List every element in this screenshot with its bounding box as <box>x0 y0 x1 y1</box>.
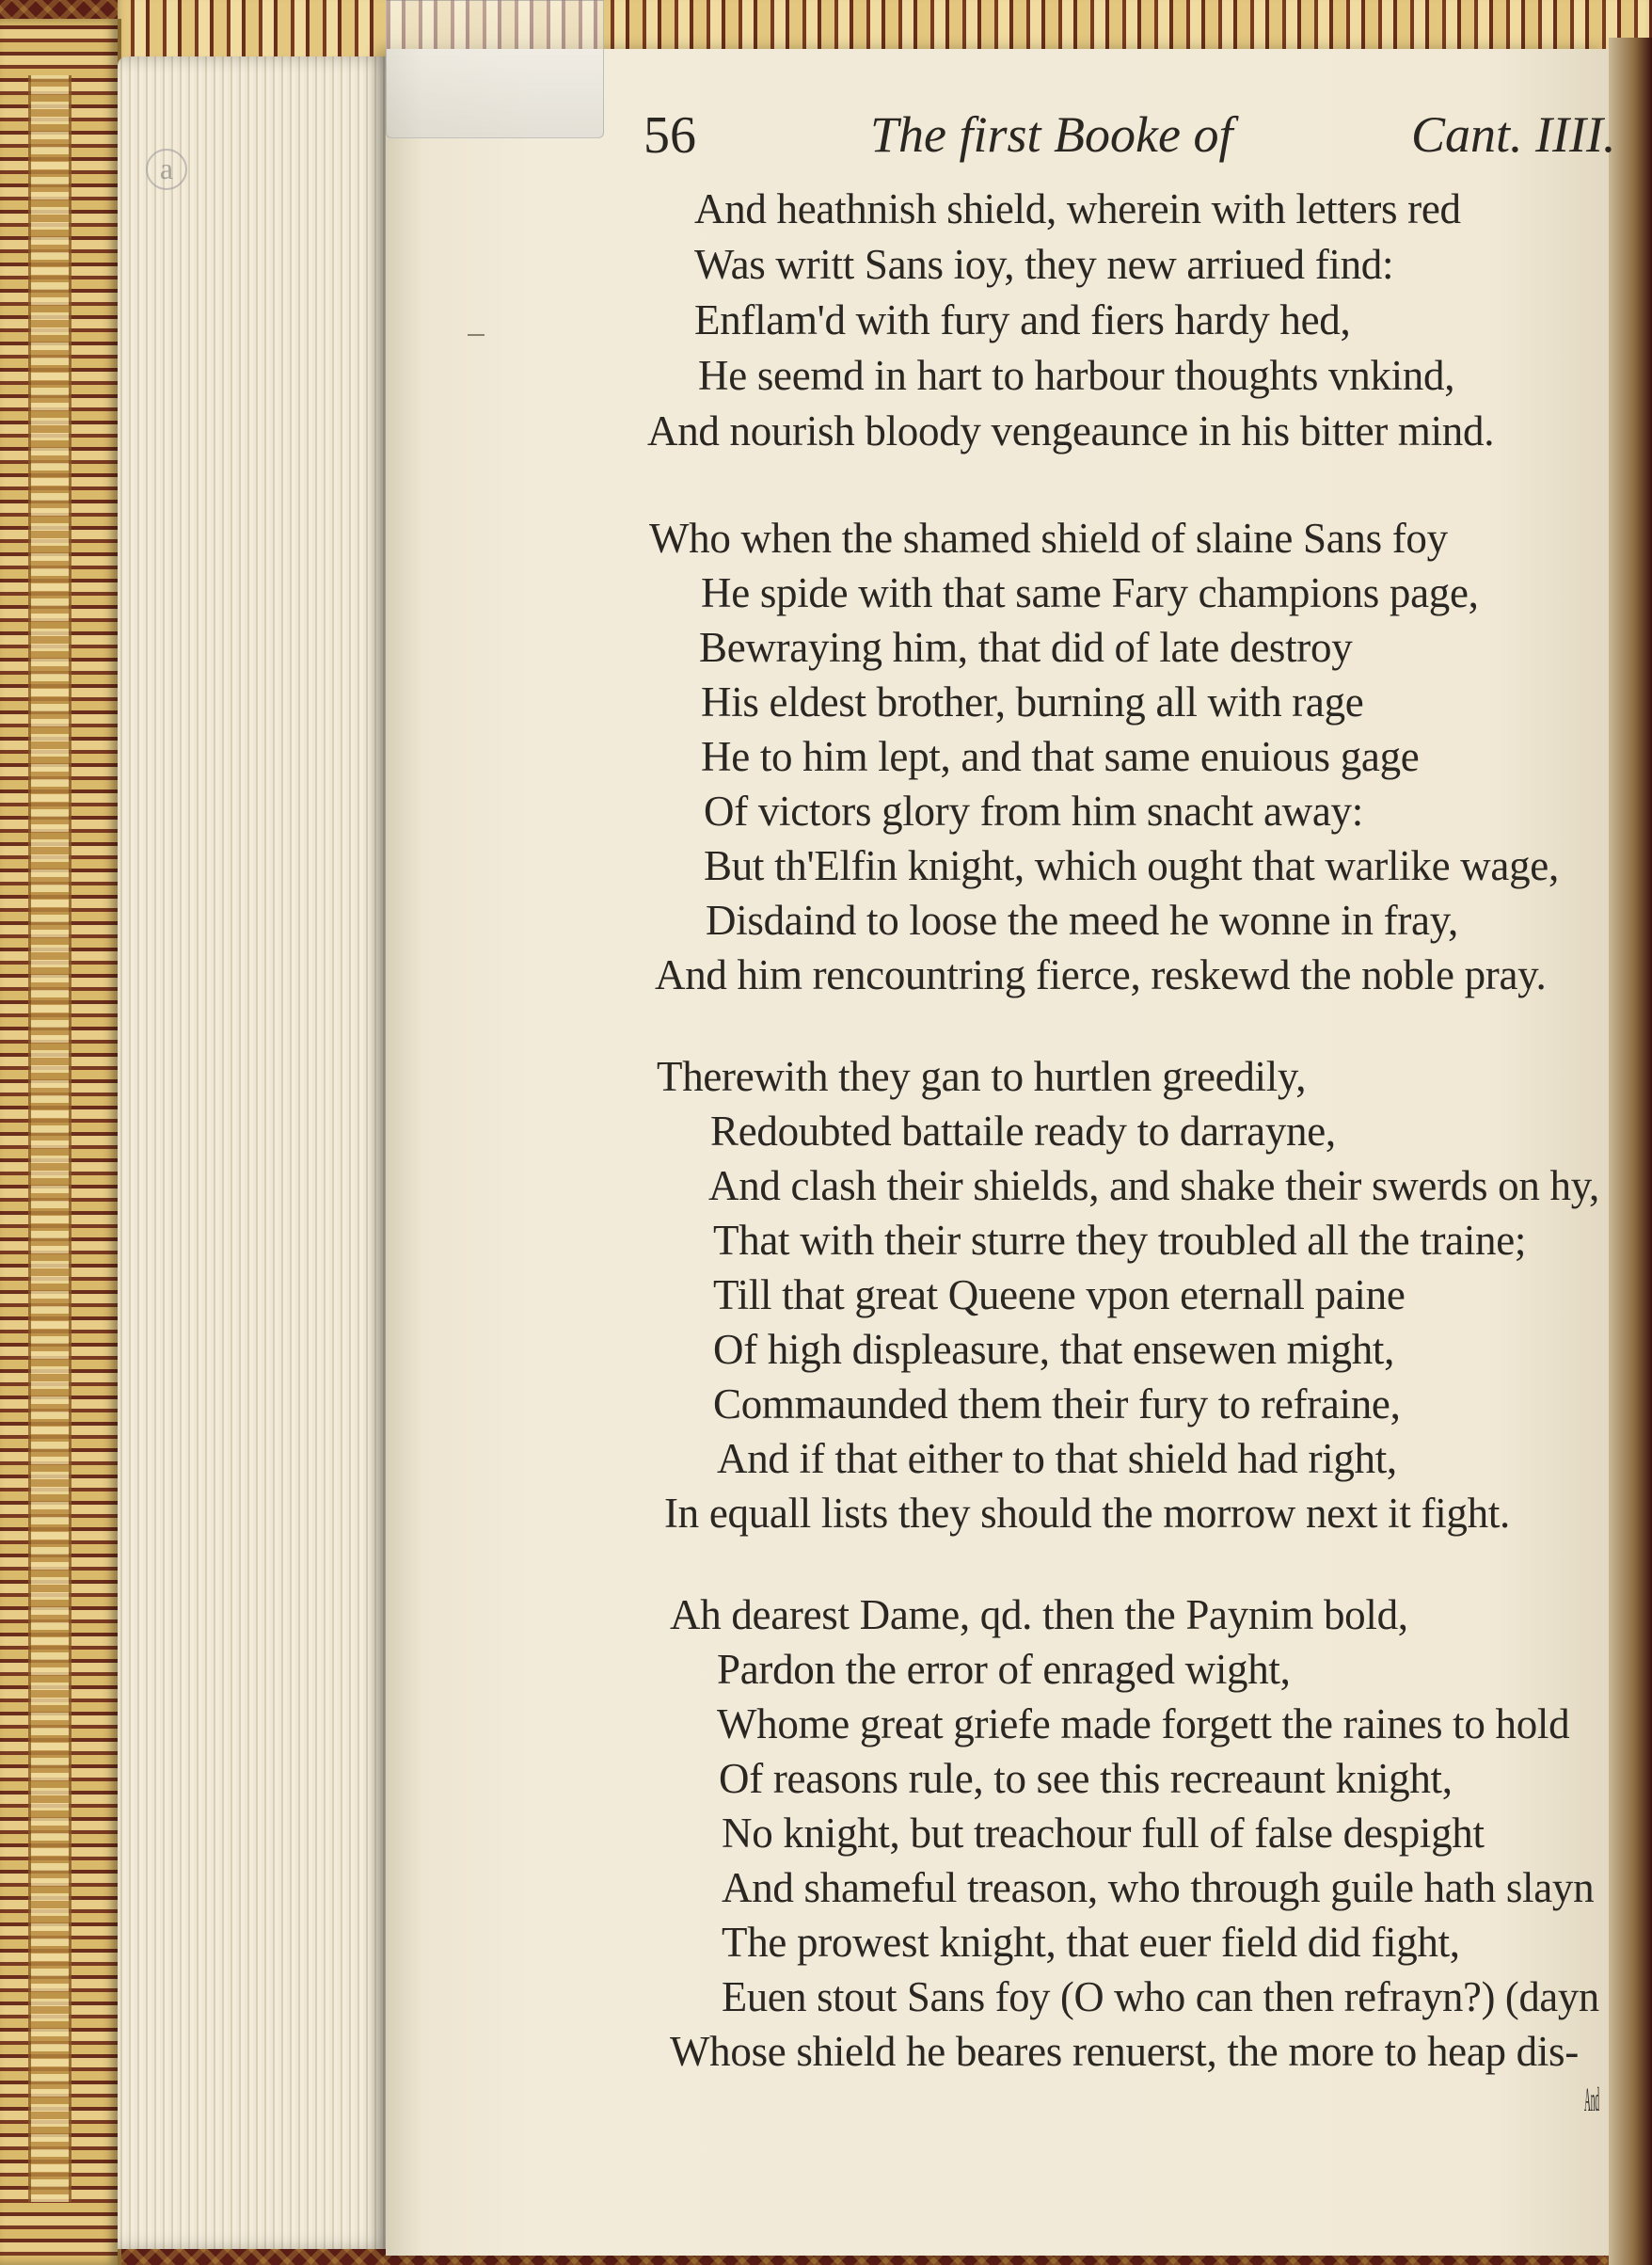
verse-line: Whose shield he beares renuerst, the more to heap dis- <box>670 2028 1579 2075</box>
margin-note: a <box>146 149 187 190</box>
verse-line: Who when the shamed shield of slaine Sans foy <box>649 515 1448 562</box>
verse-line: And if that either to that shield had right, <box>717 1435 1397 1482</box>
verse-line: And nourish bloody vengeaunce in his bitter mind. <box>647 407 1495 455</box>
verse-line: Of victors glory from him snacht away: <box>704 788 1363 835</box>
running-title: The first Booke of <box>870 106 1233 163</box>
verse-line: Was writt Sans ioy, they new arriued find: <box>694 241 1394 288</box>
verse-line: Whome great griefe made forgett the raines to hold <box>717 1700 1570 1747</box>
verse-line: Therewith they gan to hurtlen greedily, <box>657 1053 1307 1100</box>
verse-line: Commaunded them their fury to refraine, <box>713 1380 1401 1428</box>
verse-line: And shameful treason, who through guile hath slayn <box>722 1864 1595 1911</box>
folio-number: 56 <box>643 106 696 165</box>
verse-line: Euen stout Sans foy (O who can then refrayn?) (dayn <box>722 1973 1599 2020</box>
verse-line: He spide with that same Fary champions page, <box>701 569 1479 616</box>
verse-line: Of reasons rule, to see this recreaunt knight, <box>719 1755 1453 1802</box>
verse-line: Redoubted battaile ready to darrayne, <box>710 1108 1336 1155</box>
verse-line: His eldest brother, burning all with rage <box>701 678 1364 726</box>
canto-number: Cant. IIII. <box>1411 106 1616 163</box>
verse-line: He seemd in hart to harbour thoughts vnkind, <box>698 352 1455 399</box>
verse-line: And heathnish shield, wherein with letters red <box>694 185 1461 232</box>
verse-line: No knight, but treachour full of false despight <box>722 1810 1485 1857</box>
verse-line: The prowest knight, that euer field did fight, <box>722 1919 1460 1966</box>
verse-line: Pardon the error of enraged wight, <box>717 1646 1291 1693</box>
verse-line: But th'Elfin knight, which ought that warlike wage, <box>704 842 1559 889</box>
verse-line: He to him lept, and that same enuious gage <box>701 733 1420 780</box>
verse-line: Of high displeasure, that ensewen might, <box>713 1326 1395 1373</box>
verse-line: Bewraying him, that did of late destroy <box>699 624 1353 671</box>
verse-line: Ah dearest Dame, qd. then the Paynim bold, <box>670 1591 1408 1638</box>
verse-line: That with their sturre they troubled all the traine; <box>713 1217 1527 1264</box>
verse-line: In equall lists they should the morrow next it fight. <box>664 1490 1510 1537</box>
verse-line: And clash their shields, and shake their swerds on hy, <box>708 1162 1599 1209</box>
verse-line: And him rencountring fierce, reskewd the noble pray. <box>655 951 1547 998</box>
verse-line: Till that great Queene vpon eternall paine <box>713 1271 1406 1318</box>
verse-line: Disdaind to loose the meed he wonne in fray, <box>706 897 1458 944</box>
catchword: And <box>1584 2081 1600 2118</box>
verse-line: Enflam'd with fury and fiers hardy hed, <box>694 296 1351 343</box>
